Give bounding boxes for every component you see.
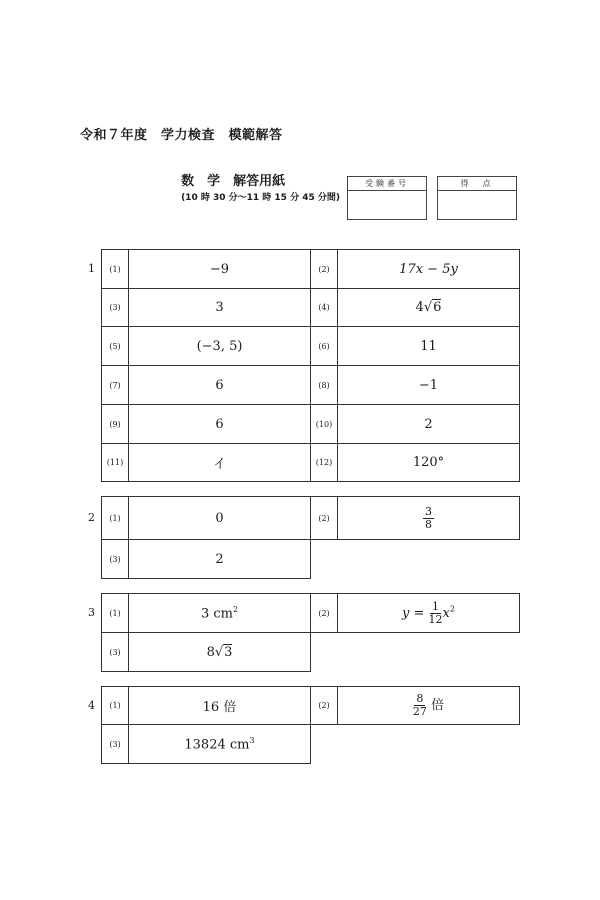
table-row	[102, 405, 520, 444]
question-label: (8)	[311, 366, 338, 405]
table-row	[102, 327, 520, 366]
question-label: (2)	[311, 687, 338, 725]
section-number: 4	[88, 699, 95, 712]
page-subtitle	[172, 155, 340, 204]
fraction: $\frac{1}{12}$	[428, 599, 443, 626]
question-label: (1)	[102, 687, 129, 725]
answer-cell: 13824 $cm^3$	[129, 725, 311, 764]
section-number: 3	[88, 606, 95, 619]
answer-cell: 6	[129, 366, 311, 405]
question-label: (3)	[102, 725, 129, 764]
answer-cell: 8√3	[129, 633, 311, 672]
answer-cell: 16 倍	[129, 687, 311, 725]
time-label: (10 時 30 分～11 時 15 分 45 分間)	[181, 193, 340, 203]
answer-cell: y = $\frac{1}{12}$ $x^2$	[338, 594, 520, 633]
table-row	[102, 540, 520, 579]
section-number: 2	[88, 511, 95, 524]
question-label: (11)	[102, 444, 129, 482]
question-label: (12)	[311, 444, 338, 482]
question-label: (2)	[311, 594, 338, 633]
question-label: (3)	[102, 540, 129, 579]
answer-cell: 120°	[338, 444, 520, 482]
answer-cell: (−3, 5)	[129, 327, 311, 366]
table-row	[102, 594, 520, 633]
fraction: $\frac{3}{8}$	[425, 504, 432, 531]
answer-cell: 3	[129, 289, 311, 327]
question-label: (1)	[102, 594, 129, 633]
table-row	[102, 444, 520, 482]
score-label: 得 点	[438, 177, 516, 191]
table-row	[102, 687, 520, 725]
question-label: (6)	[311, 327, 338, 366]
answer-cell: 4√6	[338, 289, 520, 327]
page-title: 令和７年度 学力検査 模範解答	[80, 128, 283, 143]
section-number: 1	[88, 262, 95, 275]
answer-cell: 6	[129, 405, 311, 444]
answer-cell: $\frac{8}{27}$ 倍	[338, 687, 520, 725]
question-label: (4)	[311, 289, 338, 327]
exam-number-box[interactable]	[347, 176, 427, 220]
question-label: (5)	[102, 327, 129, 366]
answer-table-3	[101, 593, 520, 672]
answer-table-1	[101, 249, 520, 482]
answer-cell: イ	[129, 444, 311, 482]
question-label: (3)	[102, 633, 129, 672]
answer-cell: 11	[338, 327, 520, 366]
question-label: (3)	[102, 289, 129, 327]
answer-table-4	[101, 686, 520, 764]
answer-table-2	[101, 496, 520, 579]
question-label: (10)	[311, 405, 338, 444]
question-label: (1)	[102, 250, 129, 289]
exam-number-label: 受験番号	[348, 177, 426, 191]
answer-cell: 2	[338, 405, 520, 444]
subject-label: 数 学 解答用紙	[181, 174, 286, 189]
question-label: (9)	[102, 405, 129, 444]
answer-cell: 3 $cm^2$	[129, 594, 311, 633]
table-row	[102, 289, 520, 327]
question-label: (2)	[311, 497, 338, 540]
question-label: (2)	[311, 250, 338, 289]
question-label: (1)	[102, 497, 129, 540]
table-row	[102, 497, 520, 540]
answer-cell: 2	[129, 540, 311, 579]
answer-cell: −9	[129, 250, 311, 289]
fraction: $\frac{8}{27}$	[412, 692, 427, 718]
table-row	[102, 250, 520, 289]
score-box[interactable]	[437, 176, 517, 220]
table-row	[102, 366, 520, 405]
answer-cell: 0	[129, 497, 311, 540]
question-label: (7)	[102, 366, 129, 405]
answer-cell: 17x − 5y	[338, 250, 520, 289]
table-row	[102, 633, 520, 672]
answer-cell: −1	[338, 366, 520, 405]
table-row	[102, 725, 520, 764]
answer-cell	[338, 497, 520, 540]
